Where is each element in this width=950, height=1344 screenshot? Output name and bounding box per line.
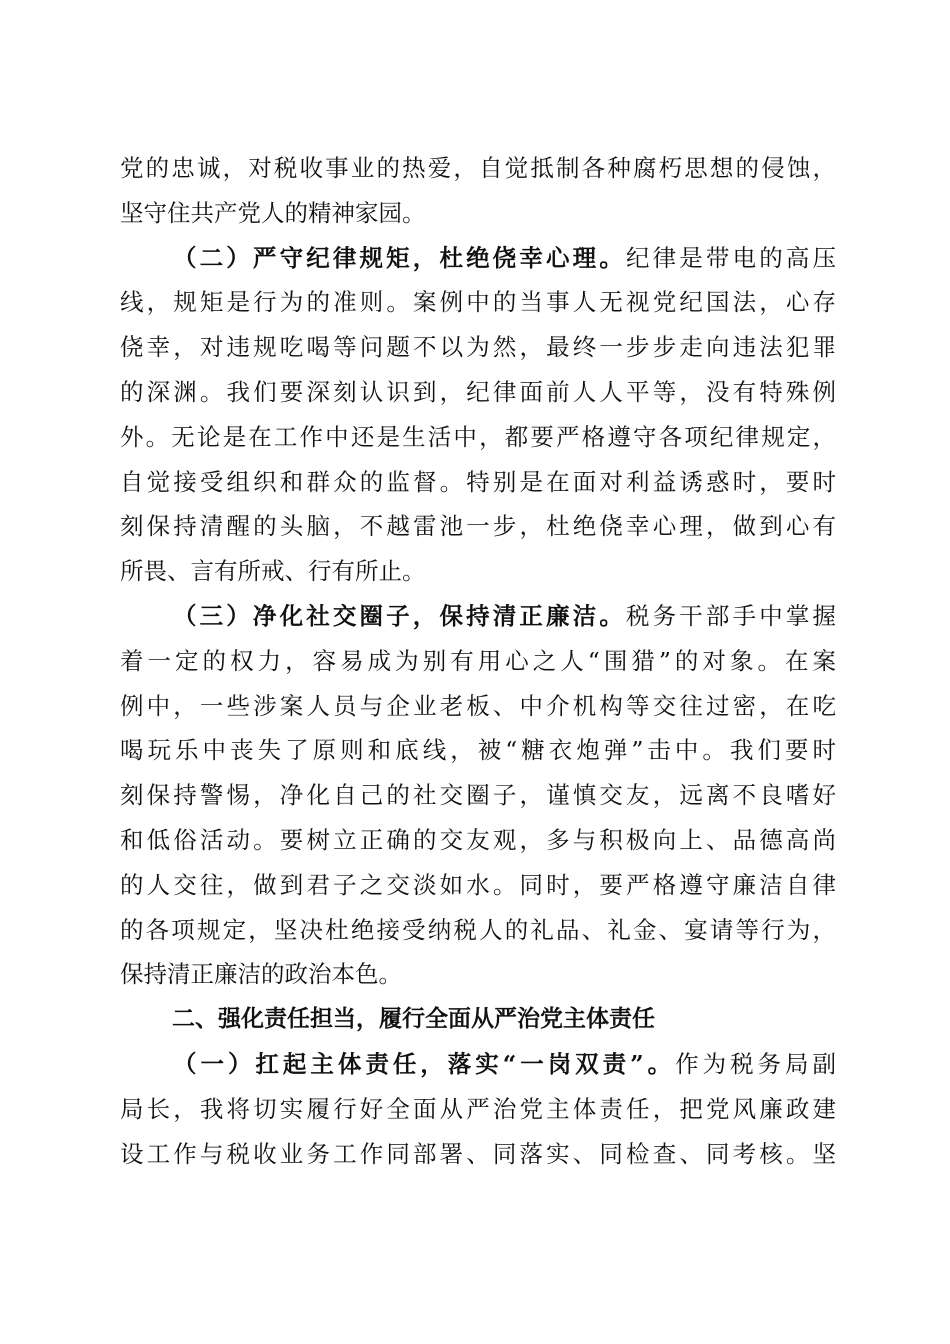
paragraph-line: 的各项规定，坚决杜绝接受纳税人的礼品、礼金、宴请等行为， xyxy=(120,915,836,944)
paragraph-line: 侥幸，对违规吃喝等问题不以为然，最终一步步走向违法犯罪 xyxy=(120,333,836,362)
paragraph-lead: （一）扛起主体责任，落实“一岗双责”。 xyxy=(173,1049,676,1078)
paragraph-line: 和低俗活动。要树立正确的交友观，多与积极向上、品德高尚 xyxy=(120,825,836,854)
paragraph-line: 所畏、言有所戒、行有所止。 xyxy=(120,557,426,586)
paragraph-lead: （二）严守纪律规矩，杜绝侥幸心理。 xyxy=(173,243,626,272)
paragraph-line: 外。无论是在工作中还是生活中，都要严格遵守各项纪律规定， xyxy=(120,422,836,451)
paragraph-lead-rest: 纪律是带电的高压 xyxy=(625,243,837,272)
section-heading: 二、强化责任担当，履行全面从严治党主体责任 xyxy=(172,1006,655,1033)
paragraph-lead: （三）净化社交圈子，保持清正廉洁。 xyxy=(173,601,626,630)
paragraph-line: 坚守住共产党人的精神家园。 xyxy=(120,198,426,227)
paragraph-line: 的深渊。我们要深刻认识到，纪律面前人人平等，没有特殊例 xyxy=(120,377,836,406)
paragraph-line: 着一定的权力，容易成为别有用心之人“围猎”的对象。在案 xyxy=(120,646,836,675)
paragraph-first-line xyxy=(120,594,836,639)
document-page xyxy=(120,146,836,1176)
paragraph-first-line xyxy=(120,236,836,281)
paragraph-line: 喝玩乐中丧失了原则和底线，被“糖衣炮弹”击中。我们要时 xyxy=(120,736,836,765)
paragraph-line: 保持清正廉洁的政治本色。 xyxy=(120,960,402,989)
paragraph-line: 设工作与税收业务工作同部署、同落实、同检查、同考核。坚 xyxy=(120,1139,836,1168)
paragraph-line: 自觉接受组织和群众的监督。特别是在面对利益诱惑时，要时 xyxy=(120,467,836,496)
paragraph-first-line xyxy=(120,1042,836,1087)
paragraph-line: 刻保持清醒的头脑，不越雷池一步，杜绝侥幸心理，做到心有 xyxy=(120,512,836,541)
paragraph-line: 党的忠诚，对税收事业的热爱，自觉抵制各种腐朽思想的侵蚀， xyxy=(120,154,836,182)
paragraph-lead-rest: 税务干部手中掌握 xyxy=(625,601,837,630)
paragraph-line: 例中，一些涉案人员与企业老板、中介机构等交往过密，在吃 xyxy=(120,691,836,720)
paragraph-lead-rest: 作为税务局副 xyxy=(675,1049,836,1078)
paragraph-line: 局长，我将切实履行好全面从严治党主体责任，把党风廉政建 xyxy=(120,1094,836,1123)
paragraph-line: 的人交往，做到君子之交淡如水。同时，要严格遵守廉洁自律 xyxy=(120,870,836,899)
paragraph-line: 刻保持警惕，净化自己的社交圈子，谨慎交友，远离不良嗜好 xyxy=(120,781,836,810)
paragraph-line: 线，规矩是行为的准则。案例中的当事人无视党纪国法，心存 xyxy=(120,288,836,317)
